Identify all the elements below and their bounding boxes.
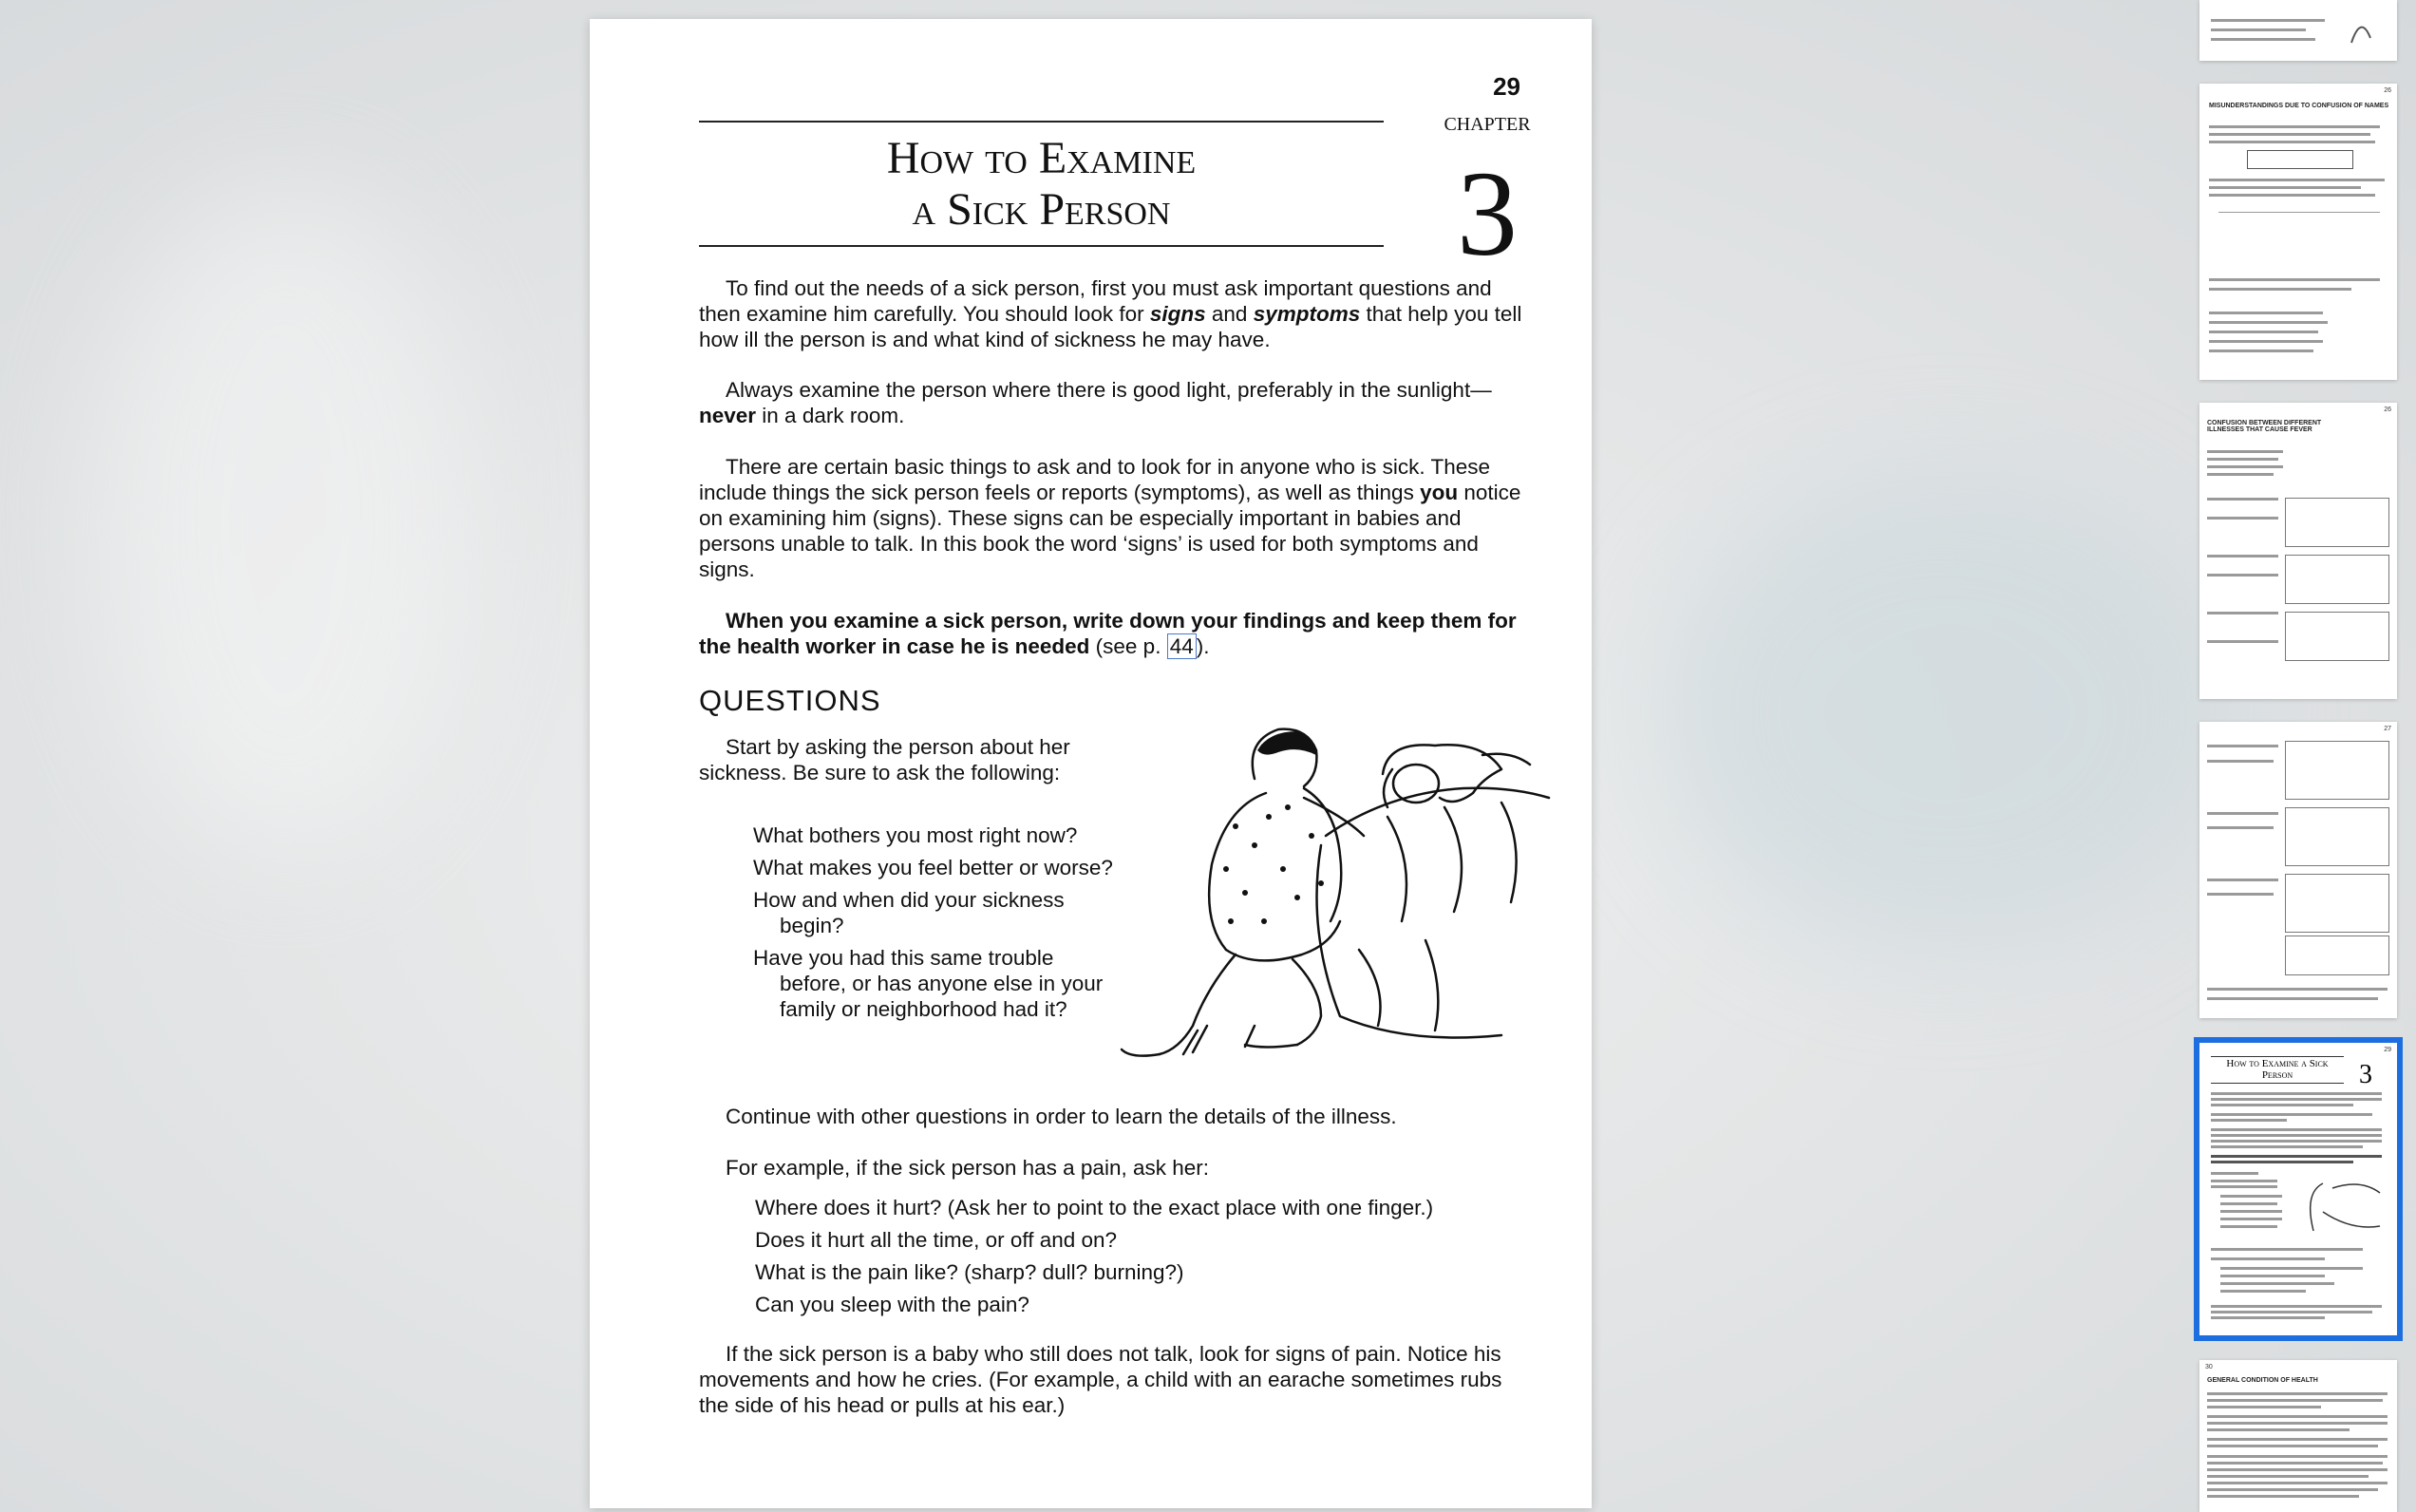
list-item: Have you had this same trouble before, or has anyone else in your family or neighborhood had it? [753, 946, 1104, 1021]
questions-heading: QUESTIONS [699, 684, 881, 717]
thumb-heading: MISUNDERSTANDINGS DUE TO CONFUSION OF NAMES [2209, 103, 2389, 109]
list-item: What is the pain like? (sharp? dull? burning?) [755, 1260, 1184, 1284]
page-thumbnail[interactable] [2199, 84, 2397, 380]
example-paragraph: For example, if the sick person has a pain, ask her: [726, 1156, 1209, 1180]
page-thumbnail-current[interactable] [2199, 1043, 2397, 1335]
thumb-page-number: 27 [2384, 726, 2391, 732]
document-page [590, 19, 1592, 1508]
thumb-heading: GENERAL CONDITION OF HEALTH [2207, 1377, 2318, 1384]
intro-paragraph [699, 275, 1535, 352]
text-span: Always examine the person where there is good light, preferably in the sunlight— [726, 378, 1492, 402]
text-span: ). [1196, 634, 1210, 658]
baby-paragraph: If the sick person is a baby who still does not talk, look for signs of pain. Notice his movements and how he cries. (For example, a child with an earache sometimes rubs the side of his head or pulls at his ear.) [699, 1342, 1502, 1417]
background-blur [95, 190, 475, 855]
page-thumbnail[interactable] [2199, 1360, 2397, 1512]
page-thumbnail[interactable] [2199, 0, 2397, 61]
questions-list [753, 822, 1114, 1029]
thumb-page-number: 29 [2384, 1047, 2391, 1053]
page-thumbnail[interactable] [2199, 722, 2397, 1018]
list-item: Can you sleep with the pain? [755, 1293, 1029, 1316]
title-line-1: How to Examine [886, 133, 1197, 183]
background-blur [1662, 475, 2232, 950]
list-item: Does it hurt all the time, or off and on? [755, 1228, 1118, 1252]
chapter-label: CHAPTER [1444, 114, 1531, 135]
text-span: There are certain basic things to ask and to look for in anyone who is sick. These include things the sick person feels or reports (symptoms), as well as things [699, 455, 1491, 504]
thumb-drawing-icon [2342, 9, 2380, 47]
examining-sick-person-illustration [1103, 703, 1554, 1068]
findings-paragraph [699, 608, 1535, 659]
emphasis-never: never [699, 404, 757, 427]
thumb-page-number: 26 [2384, 406, 2391, 413]
page-number: 29 [1493, 72, 1520, 101]
thumb-heading: CONFUSION BETWEEN DIFFERENT ILLNESSES THAT CAUSE FEVER [2207, 420, 2322, 433]
text-span: To find out the needs of a sick person, first you must ask important questions and then examine him carefully. You should look for [699, 276, 1492, 326]
title-rule-top [699, 121, 1384, 123]
emphasis-you: you [1420, 481, 1459, 504]
chapter-title [699, 133, 1384, 236]
thumb-page-number: 30 [2205, 1364, 2213, 1370]
text-span: that help you tell how ill the person is and what kind of sickness he may have. [699, 302, 1522, 351]
pain-questions-list [755, 1195, 1572, 1324]
text-span: notice on examining him (signs). These signs can be especially important in babies and persons unable to talk. In this book the word ‘signs’ is used for both symptoms and signs. [699, 481, 1521, 581]
thumb-heading: How to Examine a Sick Person [2226, 1058, 2329, 1081]
thumb-chapter-number: 3 [2359, 1060, 2372, 1089]
thumb-drawing-icon [2294, 1174, 2385, 1240]
chapter-number: 3 [1457, 146, 1518, 281]
questions-intro: Start by asking the person about her sickness. Be sure to ask the following: [699, 735, 1070, 784]
list-item: What bothers you most right now? [753, 823, 1078, 847]
list-item: What makes you feel better or worse? [753, 856, 1113, 879]
list-item: Where does it hurt? (Ask her to point to the exact place with one finger.) [755, 1196, 1434, 1219]
page-thumbnail[interactable] [2199, 403, 2397, 699]
text-span: in a dark room. [756, 404, 905, 427]
continue-paragraph: Continue with other questions in order to learn the details of the illness. [726, 1105, 1397, 1128]
basics-paragraph [699, 454, 1535, 582]
thumb-page-number: 26 [2384, 87, 2391, 94]
text-span: and [1205, 302, 1254, 326]
emphasis-symptoms: symptoms [1253, 302, 1361, 326]
page-link-44[interactable]: 44 [1167, 633, 1197, 659]
emphasis-signs: signs [1149, 302, 1206, 326]
light-paragraph [699, 377, 1535, 428]
text-span: (see p. [1089, 634, 1167, 658]
title-rule-bottom [699, 245, 1384, 247]
emphasis-findings: When you examine a sick person, write down your findings and keep them for the health worker in case he is needed [699, 609, 1517, 658]
list-item: How and when did your sickness begin? [753, 888, 1065, 937]
title-line-2: a Sick Person [912, 184, 1171, 235]
